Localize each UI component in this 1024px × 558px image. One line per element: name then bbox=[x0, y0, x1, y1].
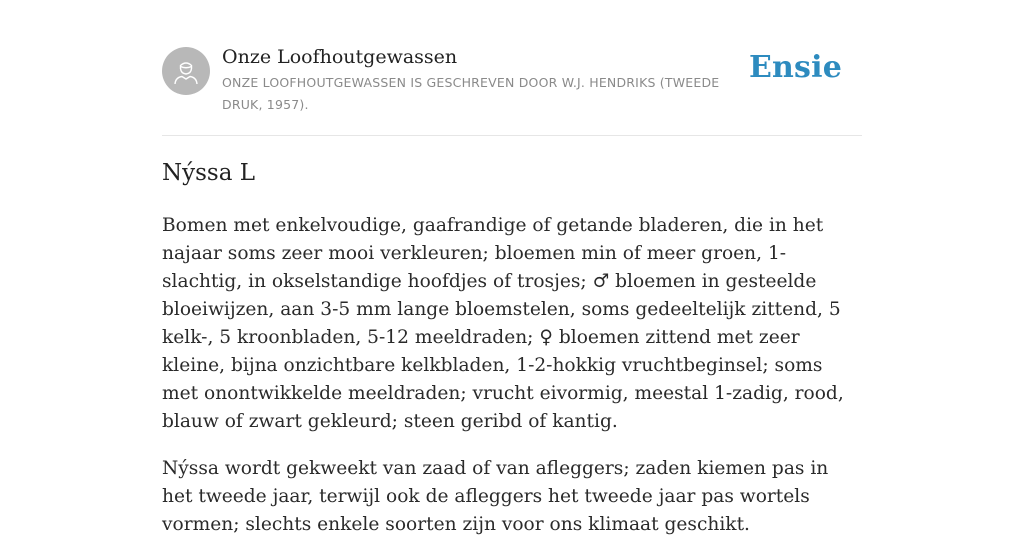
entry-paragraph: Bomen met enkelvoudige, gaafrandige of getande bladeren, die in het najaar soms zeer mooi verkleuren; bloemen min of meer groen, 1-slachtig, in okselstandige hoofdjes of trosjes; ♂ bloemen in gesteelde bloeiwijzen, aan 3-5 mm lange bloemstelen, soms gedeeltelijk zittend, 5 kelk-, 5 kroonbladen, 5-12 meeldraden; ♀ bloemen zittend met zeer kleine, bijna onzichtbare kelkbladen, 1-2-hokkig vruchtbeginsel; soms met onontwikkelde meeldraden; vrucht eivormig, meestal 1-zadig, rood, blauw of zwart gekleurd; steen geribd of kantig. bbox=[162, 215, 844, 432]
person-outline-icon bbox=[171, 56, 201, 86]
source-description: ONZE LOOFHOUTGEWASSEN IS GESCHREVEN DOOR W.J. HENDRIKS (TWEEDE DRUK, 1957). bbox=[222, 75, 720, 112]
source-title[interactable]: Onze Loofhoutgewassen bbox=[222, 46, 458, 68]
entry-title: Nýssa L bbox=[162, 160, 256, 186]
entry-body bbox=[162, 212, 862, 558]
page bbox=[162, 0, 862, 535]
ensie-logo[interactable]: Ensie bbox=[748, 50, 842, 85]
source-avatar[interactable] bbox=[162, 47, 210, 95]
entry-paragraph: Nýssa wordt gekweekt van zaad of van afleggers; zaden kiemen pas in het tweede jaar, terwijl ook de afleggers het tweede jaar pas wortels vormen; slechts enkele soorten zijn voor ons klimaat geschikt. bbox=[162, 458, 829, 535]
source-header bbox=[162, 0, 862, 136]
